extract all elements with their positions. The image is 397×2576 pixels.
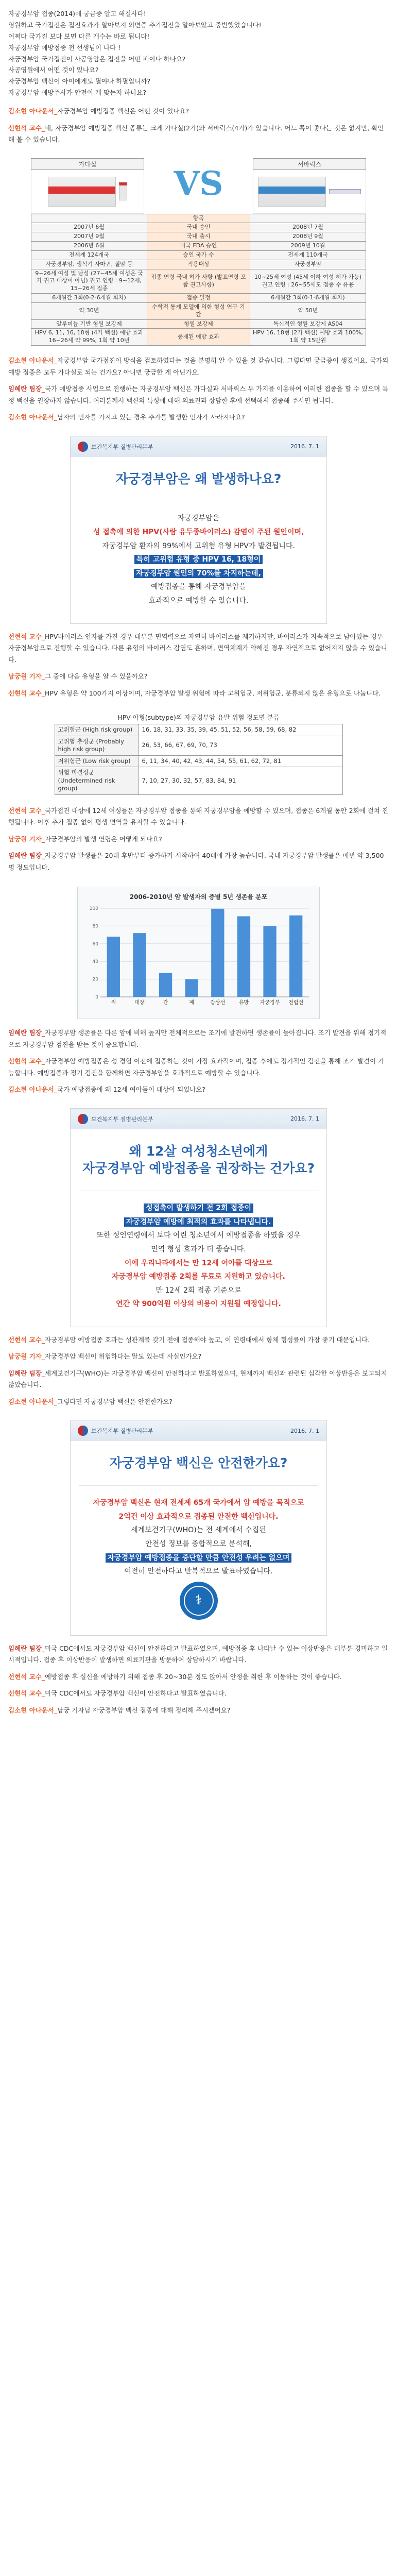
dialog-paragraph [8, 1705, 389, 1717]
dialog-text: 세계보건기구(WHO)는 자궁경부암 백신이 안전하다고 발표하였으며, 현재까지 백신과 관련된 심각한 이상반응은 보고되지 않았습니다. [8, 1369, 387, 1389]
dialog-paragraph [8, 1084, 389, 1096]
dialog-section-2 [0, 352, 397, 432]
intro-line: 사공영원에서 어떤 것이 있나요? [8, 66, 99, 74]
chart-title: 2006-2010년 암 발생자의 증별 5년 생존율 분포 [129, 893, 268, 901]
vaccine-left-cell: 약 30년 [31, 302, 147, 319]
vaccine-left-image [31, 170, 144, 214]
speaker-name: 남궁원 기자_ [8, 835, 45, 843]
vaccine-right-cell: 10~25세 여성 (45세 이하 여성 허가 가능) 권고 연령 : 26~55세도 접종 수 유용 [250, 269, 366, 294]
vaccine-row-label: 수학적 통계 모델에 의한 형성 연구 기간 [147, 302, 250, 319]
hpv-group-label: 위험 미결정군 (Undetermined risk group) [55, 767, 139, 795]
speaker-name: 김소현 아나운서_ [8, 1397, 58, 1405]
vaccine-comparison [31, 158, 366, 346]
dialog-paragraph [8, 631, 389, 666]
intro-line: 영원하고 국가접진은 접진효과가 알아보지 외면증 추가접진을 알아보았고 중반했었습니다! [8, 21, 262, 29]
card-line: 자궁경부암은 [177, 514, 220, 523]
dialog-text: 미국 CDC에서도 자궁경부암 백신이 안전하다고 발표하였습니다. [44, 1689, 227, 1698]
card-org: 보건복지부 질병관리본부 [91, 1115, 153, 1123]
dialog-text: 국가 예방접종에 왜 12세 여아들이 대상이 되었나요? [57, 1086, 206, 1094]
card-line: 이에 우리나라에서는 만 12세 여아를 대상으로 [124, 1259, 273, 1267]
speaker-name: 김소현 아나운서_ [8, 413, 58, 421]
card-title: 자궁경부암은 왜 발생하나요? [79, 457, 318, 502]
card-date: 2016. 7. 1 [290, 443, 319, 450]
vaccine-row-label: 접종 연령 국내 허가 사항 (발표연령 포함 권고사항) [147, 269, 250, 294]
dialog-paragraph [8, 1027, 389, 1050]
hpv-group-types: 7, 10, 27, 30, 32, 57, 83, 84, 91 [139, 767, 342, 795]
card-date: 2016. 7. 1 [290, 1115, 319, 1123]
x-tick-label: 자궁경부 [260, 1000, 280, 1006]
card-body [71, 1191, 326, 1327]
card-line: 또한 성인연령에서 보다 어린 청소년에서 예방접종을 하였을 경우 [96, 1231, 301, 1240]
vaccine-row-label: 국내 승인 [147, 223, 250, 232]
intro-line: 자궁경부암 예방접종 전 선생님이 나다 ! [8, 43, 121, 52]
y-tick-label: 80 [92, 924, 98, 929]
who-logo-icon: ⚕ [180, 1582, 218, 1620]
dialog-section-3 [0, 628, 397, 708]
hpv-group-types: 26, 53, 66, 67, 69, 70, 73 [139, 736, 342, 755]
dialog-paragraph [8, 106, 389, 117]
vaccine-left-cell: 전세계 124개국 [31, 250, 147, 260]
vaccine-table [31, 214, 366, 346]
vaccine-row-label: 항목 [147, 214, 250, 223]
dialog-paragraph [8, 123, 389, 146]
vaccine-left-name: 가다실 [31, 158, 144, 170]
intro-line: 자궁경부암 국가접진이 사공영암은 접진을 어떤 폐이다 하나요? [8, 55, 186, 63]
speaker-name: 선현석 교수_ [8, 806, 45, 815]
speaker-name: 임혜란 팀장_ [8, 385, 45, 393]
dialog-text: 그렇다면 자궁경부암 백신은 안전한가요? [57, 1397, 172, 1405]
card-org: 보건복지부 질병관리본부 [91, 1428, 153, 1435]
dialog-text: 자궁경부암 발생률은 20대 후반부터 증가하기 시작하여 40대에 가장 높습니다. 국내 자궁경부암 발생률은 매년 약 3,500명 정도입니다. [8, 852, 384, 871]
info-card-1 [70, 436, 327, 624]
dialog-text: 자궁경부암 생존률은 다른 암에 비해 높지만 전체적으로는 조기에 발견하면 생존률이 높아집니다. 조기 발견을 위해 정기적으로 자궁경부암 검진을 받는 것이 중요합니다. [8, 1029, 387, 1048]
vaccine-right-cell: 6개월간 3회(0-1-6개월 회차) [250, 294, 366, 303]
hpv-group-label: 고위험 추정군 (Probably high risk group) [55, 736, 139, 755]
card-line: 만 12세 2회 접종 기준으로 [156, 1286, 241, 1295]
bar [211, 909, 224, 997]
card-line: 자궁경부암 원인의 70%를 차지하는데, [81, 567, 316, 581]
speaker-name: 임혜란 팀장_ [8, 1029, 45, 1037]
y-tick-label: 100 [89, 906, 98, 912]
dialog-paragraph [8, 850, 389, 873]
dialog-paragraph [8, 1334, 389, 1346]
dialog-paragraph [8, 1056, 389, 1079]
dialog-paragraph [8, 355, 389, 378]
dialog-paragraph [8, 1351, 389, 1363]
speaker-name: 선현석 교수_ [8, 1689, 45, 1698]
speaker-name: 임혜란 팀장_ [8, 1369, 45, 1377]
speaker-name: 선현석 교수_ [8, 1057, 45, 1065]
x-tick-label: 위 [111, 1000, 116, 1006]
vaccine-table-row [31, 242, 366, 251]
card-header [71, 1109, 326, 1129]
vaccine-left-cell: 자궁경부암, 생식기 사마귀, 질암 등 [31, 260, 147, 269]
dialog-paragraph [8, 805, 389, 828]
dialog-text: 남궁 기자님 자궁경부암 백신 접종에 대해 정리해 주시겠어요? [57, 1706, 231, 1714]
bar [289, 916, 302, 997]
intro-line: 자궁경부암 예방주사가 안전이 게 맞는지 하나요? [8, 89, 147, 97]
vaccine-row-label: 중재된 예방 효과 [147, 329, 250, 346]
dialog-text: 자궁경부암 백신이 위험하다는 말도 있는데 사실인가요? [44, 1352, 202, 1361]
card-line: 면역 형성 효과가 더 좋습니다. [151, 1245, 246, 1253]
dialog-paragraph [8, 383, 389, 406]
vaccine-table-row [31, 302, 366, 319]
vaccine-right-cell: 약 50년 [250, 302, 366, 319]
bar [185, 979, 198, 997]
dialog-text: 예방접종 후 실신을 예방하기 위해 접종 후 20~30분 정도 앉아서 안정을 취한 후 이동하는 것이 좋습니다. [44, 1672, 342, 1681]
info-card-3 [70, 1420, 327, 1635]
card-line: 성접촉이 발생하기 전 2회 접종이 [81, 1201, 316, 1215]
card-line: 자궁경부암 환자의 99%에서 고위험 유형 HPV가 발견됩니다. [102, 541, 295, 550]
hpv-group-types: 16, 18, 31, 33, 35, 39, 45, 51, 52, 56, 58, 59, 68, 82 [139, 724, 342, 736]
dialog-text: 그 중에 다음 유형을 알 수 있을까요? [44, 672, 148, 681]
dialog-text: 남자의 인자를 가지고 있는 경우 추가를 발생한 인자가 사라지나요? [57, 413, 245, 421]
vaccine-table-row [31, 294, 366, 303]
vaccine-right-cell: 자궁경부암 [250, 260, 366, 269]
vaccine-right-cell [250, 214, 366, 223]
info-card-2 [70, 1108, 327, 1327]
card-title: 자궁경부암 백신은 안전한가요? [79, 1441, 318, 1486]
vaccine-table-row [31, 319, 366, 329]
vaccine-right-cell: 특신적인 형원 보강제 AS04 [250, 319, 366, 329]
intro-line: 어쩌다 국가진 보다 보면 다른 개수는 바로 됩니다! [8, 32, 150, 40]
vaccine-left-cell: 2007년 9월 [31, 232, 147, 242]
vaccine-right-cell: 2008년 7월 [250, 223, 366, 232]
card-line: 자궁경부암 예방접종을 중단할 만큼 안전성 우려는 없으며 [81, 1551, 316, 1565]
card-body [71, 1486, 326, 1635]
x-tick-label: 유방 [238, 1000, 249, 1006]
bar [237, 917, 250, 997]
dialog-text: 자궁경부암 국가접진이 방식을 검토하였다는 것을 분명히 알 수 있을 것 같습니다. 그렇다면 궁금증이 생겼어요. 국가의 예방 접종은 모두 가다실로 되는 건가요? 아니면 궁금한 게 아닌가요. [8, 357, 389, 376]
y-tick-label: 20 [92, 977, 98, 982]
vaccine-row-label: 국내 출시 [147, 232, 250, 242]
dialog-paragraph [8, 834, 389, 845]
vaccine-right-cell: 전세계 110개국 [250, 250, 366, 260]
card-line: 세계보건기구(WHO)는 전 세계에서 수집된 [131, 1526, 266, 1535]
dialog-text: HPV바이러스 인자를 가진 경우 대부분 면역력으로 자연히 바이러스를 제거하지만, 바이러스가 지속적으로 남아있는 경우 자궁경부암으로 진행할 수 있습니다. 다른 유형의 바이러스 감염도 흔하며, 면역체계가 약해진 경우 자연적으로 없어지지 않을 수 있습니다. [8, 632, 387, 664]
vaccine-left-cell: 9~26세 여성 및 남성 (27~45세 여성은 국가 권고 대상이 아님) 권고 연령 : 9~12세, 15~26세 접종 [31, 269, 147, 294]
dialog-paragraph [8, 412, 389, 423]
vaccine-right-cell: HPV 16, 18형 (2가 백신) 예방 효과 100%, 1회 약 15만원 [250, 329, 366, 346]
vaccine-table-row [31, 223, 366, 232]
card-line: 자궁경부암 예방접종 2회를 무료로 지원하고 있습니다. [112, 1273, 285, 1281]
card-line: 효과적으로 예방할 수 있습니다. [148, 596, 249, 605]
intro-list [0, 0, 397, 103]
vaccine-table-row [31, 232, 366, 242]
vaccine-box-icon [48, 177, 116, 207]
vaccine-row-label: 승인 국가 수 [147, 250, 250, 260]
hpv-table [55, 724, 343, 795]
vaccine-left-cell: HPV 6, 11, 16, 18형 (4가 백신) 예방 효과 16~26세 약 99%, 1회 약 10년 [31, 329, 147, 346]
vaccine-right-image [253, 170, 366, 214]
y-tick-label: 40 [92, 959, 98, 965]
card-header [71, 1420, 326, 1441]
card-line: 2억건 이상 효과적으로 접종된 안전한 백신입니다. [118, 1512, 279, 1521]
syringe-icon [329, 189, 361, 194]
vaccine-left-cell: 2007년 6월 [31, 223, 147, 232]
vaccine-left-cell: 6개월간 3회(0-2-6개월 회차) [31, 294, 147, 303]
speaker-name: 선현석 교수_ [8, 1335, 45, 1344]
vaccine-right-name: 서바릭스 [253, 158, 366, 170]
ministry-logo-icon [78, 442, 88, 452]
dialog-text: 자궁경부암 예방접종은 성 경험 이전에 접종하는 것이 가장 효과적이며, 접종 후에도 정기적인 검진을 통해 조기 발견이 가능합니다. 예방접종과 정기 검진을 함께하면 자궁경부암을 효과적으로 예방할 수 있습니다. [8, 1057, 385, 1077]
y-tick-label: 60 [92, 941, 98, 947]
speaker-name: 선현석 교수_ [8, 632, 45, 640]
ministry-logo-icon [78, 1114, 88, 1124]
card-body [71, 501, 326, 623]
card-line: 연간 약 900억원 이상의 비용이 지원될 예정입니다. [116, 1300, 281, 1309]
dialog-text: 미국 CDC에서도 자궁경부암 백신이 안전하다고 발표하였으며, 예방접종 후 나타날 수 있는 이상반응은 대부분 경미하고 일시적입니다. 접종 후 이상반응이 발생하면 의료기관을 방문하여 상담하시기 바랍니다. [8, 1644, 388, 1664]
hpv-group-types: 6, 11, 34, 40, 42, 43, 44, 54, 55, 61, 62, 72, 81 [139, 755, 342, 767]
x-tick-label: 갑상선 [210, 1000, 226, 1006]
x-tick-label: 전립선 [288, 1000, 304, 1006]
card-title: 왜 12살 여성청소년에게 자궁경부암 예방접종을 권장하는 건가요? [79, 1129, 318, 1192]
hpv-table-row [55, 724, 342, 736]
dialog-paragraph [8, 1396, 389, 1408]
dialog-text: HPV 유형은 약 100가지 이상이며, 자궁경부암 발생 위험에 따라 고위험군, 저위험군, 분류되지 않은 유형으로 나눕니다. [44, 689, 381, 697]
x-tick-label: 폐 [189, 1000, 195, 1006]
hpv-group-label: 고위험군 (High risk group) [55, 724, 139, 736]
bar [133, 933, 146, 997]
survival-chart [77, 887, 320, 1019]
dialog-paragraph [8, 671, 389, 683]
speaker-name: 임혜란 팀장_ [8, 1644, 45, 1652]
dialog-text: 자궁경부암의 발생 연령은 어떻게 되나요? [44, 835, 162, 843]
dialog-text: 국가 예방접종 사업으로 진행하는 자궁경부암 백신은 가다실과 서바릭스 두 가지를 이용하여 이러한 접종을 할 수 있으며 특정 백신을 권장하지 않습니다. 여러분께서 백신의 특성에 대해 의료진과 상담한 후에 선택해서 접종해 주시면 됩니다. [8, 385, 389, 404]
vaccine-left-cell: 알루미늄 기반 형원 보강제 [31, 319, 147, 329]
speaker-name: 선현석 교수_ [8, 689, 45, 697]
vaccine-row-label: 미국 FDA 승인 [147, 242, 250, 251]
y-tick-label: 0 [95, 995, 98, 1001]
card-line: 여전히 안전하다고 반복적으로 발표하였습니다. [124, 1567, 273, 1576]
card-line: 자궁경부암 예방에 최적의 효과를 나타냅니다. [81, 1215, 316, 1229]
vaccine-row-label: 적용대상 [147, 260, 250, 269]
vaccine-table-row [31, 250, 366, 260]
speaker-name: 김소현 아나운서_ [8, 1086, 58, 1094]
hpv-table-title: HPV 아형(subtype)의 자궁경부암 유발 위험 정도별 분류 [117, 714, 280, 722]
speaker-name: 남궁원 기자_ [8, 1352, 45, 1361]
card-line: 성 접촉에 의한 HPV(사람 유두종바이러스) 감염이 주된 원인이며, [93, 528, 304, 536]
card-line: 예방접종을 통해 자궁경부암을 [151, 583, 246, 591]
dialog-section-6 [0, 1331, 397, 1416]
vaccine-table-row [31, 260, 366, 269]
card-date: 2016. 7. 1 [290, 1427, 319, 1434]
hpv-group-label: 저위험군 (Low risk group) [55, 755, 139, 767]
dialog-paragraph [8, 1368, 389, 1391]
dialog-section-7 [0, 1640, 397, 1725]
vaccine-left-cell: 2006년 6월 [31, 242, 147, 251]
hpv-table-row [55, 736, 342, 755]
card-line: 자궁경부암 백신은 현재 전세계 65개 국가에서 암 예방을 목적으로 [93, 1499, 304, 1507]
intro-line: 자궁경부암 백신이 아이에게도 필야나 하필입니까? [8, 77, 151, 86]
dialog-paragraph [8, 1643, 389, 1666]
card-header [71, 436, 326, 457]
dialog-text: 네, 자궁경부암 예방접종 백신 종류는 크게 가다실(2가)와 서바릭스(4가)가 있습니다. 어느 쪽이 좋다는 것은 없지만, 확인 해 볼 수 있습니다. [8, 124, 384, 143]
bar [263, 926, 276, 997]
bar-chart-svg [83, 903, 314, 1011]
vaccine-box-icon [258, 177, 326, 207]
vaccine-table-row [31, 329, 366, 346]
vaccine-row-label: 형원 보강제 [147, 319, 250, 329]
bar [159, 973, 172, 997]
vial-icon [119, 182, 127, 200]
card-org: 보건복지부 질병관리본부 [91, 443, 153, 450]
card-line: 특히 고위험 유형 중 HPV 16, 18형이 [81, 553, 316, 567]
speaker-name: 선현석 교수_ [8, 1672, 45, 1681]
speaker-name: 선현석 교수_ [8, 124, 45, 132]
hpv-table-row [55, 755, 342, 767]
vs-label: VS [174, 164, 223, 203]
x-tick-label: 대장 [134, 1000, 145, 1006]
dialog-text: 국가접진 대상에 12세 여성들은 자궁경부암 접종을 통해 자궁경부암을 예방할 수 있으며, 접종은 6개월 동안 2회에 걸쳐 진행됩니다. 이후 추가 접종 없이 평생 면역을 유지할 수 있습니다. [8, 806, 388, 826]
speaker-name: 김소현 아나운서_ [8, 357, 58, 365]
vaccine-right-cell: 2008년 9월 [250, 232, 366, 242]
intro-line: 자궁경부암 접종(2014)에 궁금증 알고 해결사다! [8, 10, 146, 18]
dialog-text: 자궁경부암 예방접종 효과는 성관계를 갖기 전에 접종해야 높고, 이 연령대에서 항체 형성률이 가장 좋기 때문입니다. [44, 1335, 370, 1344]
speaker-name: 임혜란 팀장_ [8, 852, 45, 860]
bar [107, 937, 120, 997]
ministry-logo-icon [78, 1426, 88, 1436]
dialog-section-4 [0, 802, 397, 882]
hpv-table-row [55, 767, 342, 795]
dialog-section-1 [0, 103, 397, 154]
vaccine-right-cell: 2009년 10월 [250, 242, 366, 251]
dialog-paragraph [8, 1671, 389, 1683]
vaccine-table-row [31, 269, 366, 294]
speaker-name: 김소현 아나운서_ [8, 107, 58, 115]
vaccine-left-cell [31, 214, 147, 223]
dialog-paragraph [8, 1688, 389, 1700]
dialog-section-5 [0, 1024, 397, 1104]
vaccine-row-label: 접종 일정 [147, 294, 250, 303]
speaker-name: 김소현 아나운서_ [8, 1706, 58, 1714]
dialog-paragraph [8, 688, 389, 700]
vaccine-table-row [31, 214, 366, 223]
x-tick-label: 간 [163, 1000, 168, 1006]
card-line: 안전성 정보를 종합적으로 분석해, [145, 1539, 252, 1548]
speaker-name: 남궁원 기자_ [8, 672, 45, 681]
dialog-text: 자궁경부암 예방접종 백신은 어떤 것이 있나요? [57, 107, 189, 115]
